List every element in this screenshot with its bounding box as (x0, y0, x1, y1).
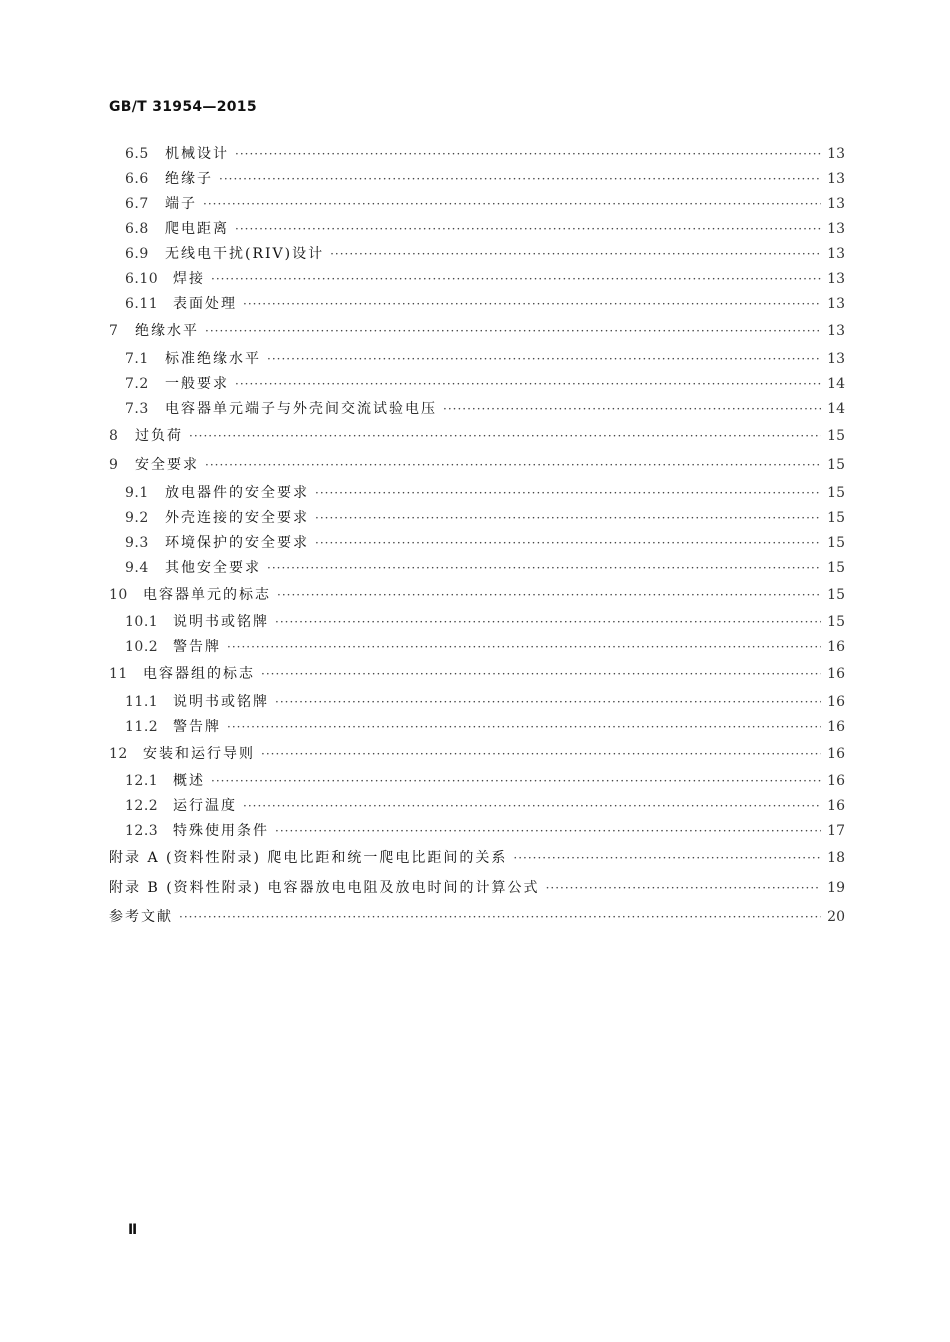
leader-dots (443, 397, 821, 422)
toc-entry[interactable] (109, 167, 845, 192)
toc-entry-number: 12.1 (125, 773, 159, 789)
toc-entry-number: 10.2 (125, 639, 159, 655)
toc-entry-title: 附录 A (资料性附录) 爬电比距和统一爬电比距间的关系 (109, 850, 508, 866)
toc-entry-number: 10 (109, 586, 128, 603)
toc-entry-number: 6.5 (125, 146, 149, 162)
leader-dots (203, 192, 821, 217)
toc-entry-page: 16 (827, 773, 845, 789)
leader-dots (277, 581, 821, 611)
toc-entry-title: 安装和运行导则 (143, 745, 255, 762)
toc-entry-page: 15 (827, 586, 845, 603)
toc-entry-title: 标准绝缘水平 (165, 350, 261, 367)
toc-entry-title: 警告牌 (173, 639, 221, 655)
toc-entry-page: 15 (827, 484, 845, 501)
toc-entry-number: 12.3 (125, 823, 159, 839)
leader-dots (235, 217, 821, 242)
leader-dots (330, 242, 821, 267)
toc-entry-number: 6.10 (125, 271, 159, 287)
leader-dots (267, 347, 821, 372)
leader-dots (211, 267, 821, 292)
toc-entry-number: 8 (109, 427, 119, 444)
leader-dots (261, 740, 821, 770)
leader-dots (227, 715, 821, 740)
leader-dots (205, 451, 821, 481)
toc-entry-number: 12.2 (125, 798, 159, 814)
toc-entry-title: 安全要求 (135, 457, 199, 473)
toc-entry-title: 其他安全要求 (165, 559, 261, 576)
toc-entry[interactable] (109, 422, 845, 452)
leader-dots (235, 372, 821, 397)
toc-entry-number: 10.1 (125, 614, 159, 630)
toc-entry-page: 17 (827, 823, 845, 839)
leader-dots (189, 422, 821, 452)
toc-entry-page: 13 (827, 171, 845, 187)
leader-dots (205, 317, 821, 347)
leader-dots (261, 660, 821, 690)
toc-entry-page: 19 (827, 879, 845, 896)
toc-entry-page: 13 (827, 296, 845, 312)
toc-entry-page: 13 (827, 221, 845, 237)
toc-entry-title: 表面处理 (173, 296, 237, 312)
toc-entry-page: 14 (827, 375, 845, 392)
toc-entry[interactable] (109, 844, 845, 874)
toc-entry-page: 15 (827, 509, 845, 526)
toc-entry-title: 绝缘水平 (135, 323, 199, 339)
toc-entry-page: 15 (827, 427, 845, 444)
toc-entry-page: 14 (827, 400, 845, 417)
toc-entry-page: 16 (827, 666, 845, 682)
leader-dots (546, 874, 821, 904)
toc-entry-number: 9.3 (125, 534, 149, 551)
toc-entry[interactable] (109, 874, 845, 904)
leader-dots (243, 794, 821, 819)
toc-entry-number: 6.9 (125, 246, 149, 262)
toc-entry[interactable] (109, 794, 845, 819)
leader-dots (211, 769, 821, 794)
toc-entry[interactable] (109, 903, 845, 933)
leader-dots (315, 531, 821, 556)
toc-entry-title: 参考文献 (109, 909, 173, 925)
toc-entry[interactable] (109, 715, 845, 740)
leader-dots (267, 556, 821, 581)
toc-entry-page: 15 (827, 614, 845, 630)
toc-entry-number: 6.8 (125, 221, 149, 237)
toc-entry-number: 7.3 (125, 400, 149, 417)
toc-entry-page: 13 (827, 146, 845, 162)
toc-entry-title: 一般要求 (165, 375, 229, 392)
toc-entry-number: 9 (109, 457, 119, 473)
toc-entry-page: 13 (827, 271, 845, 287)
toc-entry-page: 16 (827, 693, 845, 710)
toc-entry[interactable] (109, 635, 845, 660)
toc-entry-title: 附录 B (资料性附录) 电容器放电电阻及放电时间的计算公式 (109, 879, 540, 896)
toc-entry[interactable] (109, 451, 845, 481)
toc-entry-number: 6.6 (125, 171, 149, 187)
toc-entry-number: 7 (109, 323, 119, 339)
toc-entry-title: 外壳连接的安全要求 (165, 509, 309, 526)
toc-entry-title: 警告牌 (173, 718, 221, 735)
toc-entry-page: 15 (827, 559, 845, 576)
leader-dots (243, 292, 821, 317)
toc-entry-title: 电容器组的标志 (143, 666, 255, 682)
toc-entry[interactable] (109, 292, 845, 317)
leader-dots (235, 142, 821, 167)
toc-entry-title: 说明书或铭牌 (173, 693, 269, 710)
toc-entry[interactable] (109, 531, 845, 556)
toc-entry-title: 过负荷 (135, 427, 183, 444)
toc-entry-title: 电容器单元的标志 (143, 586, 271, 603)
toc-entry-number: 11.1 (125, 693, 159, 710)
toc-entry-title: 特殊使用条件 (173, 823, 269, 839)
table-of-contents (109, 142, 845, 933)
toc-entry[interactable] (109, 581, 845, 611)
toc-entry[interactable] (109, 372, 845, 397)
leader-dots (315, 481, 821, 506)
toc-entry[interactable] (109, 506, 845, 531)
toc-entry-number: 6.11 (125, 296, 159, 312)
toc-entry[interactable] (109, 347, 845, 372)
toc-entry-number: 7.2 (125, 375, 149, 392)
leader-dots (513, 844, 821, 874)
toc-entry-page: 15 (827, 534, 845, 551)
toc-entry-title: 爬电距离 (165, 221, 229, 237)
toc-entry-title: 环境保护的安全要求 (165, 534, 309, 551)
leader-dots (219, 167, 821, 192)
toc-entry[interactable] (109, 690, 845, 715)
leader-dots (275, 819, 821, 844)
toc-entry[interactable] (109, 267, 845, 292)
toc-entry[interactable] (109, 610, 845, 635)
document-id: GB/T 31954—2015 (109, 99, 257, 115)
toc-entry[interactable] (109, 556, 845, 581)
toc-entry[interactable] (109, 242, 845, 267)
toc-entry-page: 13 (827, 196, 845, 212)
toc-entry-page: 13 (827, 246, 845, 262)
toc-entry[interactable] (109, 481, 845, 506)
toc-entry-page: 18 (827, 850, 845, 866)
toc-entry-title: 绝缘子 (165, 171, 213, 187)
toc-entry-number: 7.1 (125, 350, 149, 367)
toc-entry-page: 16 (827, 718, 845, 735)
toc-entry[interactable] (109, 397, 845, 422)
toc-entry-title: 电容器单元端子与外壳间交流试验电压 (165, 400, 437, 417)
leader-dots (275, 610, 821, 635)
toc-entry-title: 无线电干扰(RIV)设计 (165, 246, 325, 262)
toc-entry-number: 6.7 (125, 196, 149, 212)
toc-entry-title: 端子 (165, 196, 197, 212)
toc-entry-page: 16 (827, 745, 845, 762)
toc-entry[interactable] (109, 142, 845, 167)
leader-dots (315, 506, 821, 531)
toc-entry-number: 12 (109, 745, 128, 762)
toc-entry-number: 11 (109, 666, 128, 682)
toc-entry-title: 焊接 (173, 271, 205, 287)
toc-entry-title: 说明书或铭牌 (173, 614, 269, 630)
toc-entry-page: 13 (827, 350, 845, 367)
toc-entry-page: 15 (827, 457, 845, 473)
toc-entry-page: 13 (827, 323, 845, 339)
toc-entry[interactable] (109, 740, 845, 770)
page-number: Ⅱ (128, 1222, 138, 1238)
toc-entry[interactable] (109, 660, 845, 690)
leader-dots (179, 903, 821, 933)
toc-entry[interactable] (109, 192, 845, 217)
toc-entry-page: 20 (827, 909, 845, 925)
toc-entry-page: 16 (827, 639, 845, 655)
toc-entry-number: 9.4 (125, 559, 149, 576)
toc-entry[interactable] (109, 769, 845, 794)
toc-entry-number: 9.2 (125, 509, 149, 526)
toc-entry-title: 运行温度 (173, 798, 237, 814)
leader-dots (227, 635, 821, 660)
toc-entry[interactable] (109, 819, 845, 844)
toc-entry-title: 机械设计 (165, 146, 229, 162)
toc-entry-number: 9.1 (125, 484, 149, 501)
toc-entry-number: 11.2 (125, 718, 159, 735)
toc-entry[interactable] (109, 317, 845, 347)
toc-entry-title: 概述 (173, 773, 205, 789)
toc-entry-title: 放电器件的安全要求 (165, 484, 309, 501)
toc-entry-page: 16 (827, 798, 845, 814)
toc-entry[interactable] (109, 217, 845, 242)
leader-dots (275, 690, 821, 715)
